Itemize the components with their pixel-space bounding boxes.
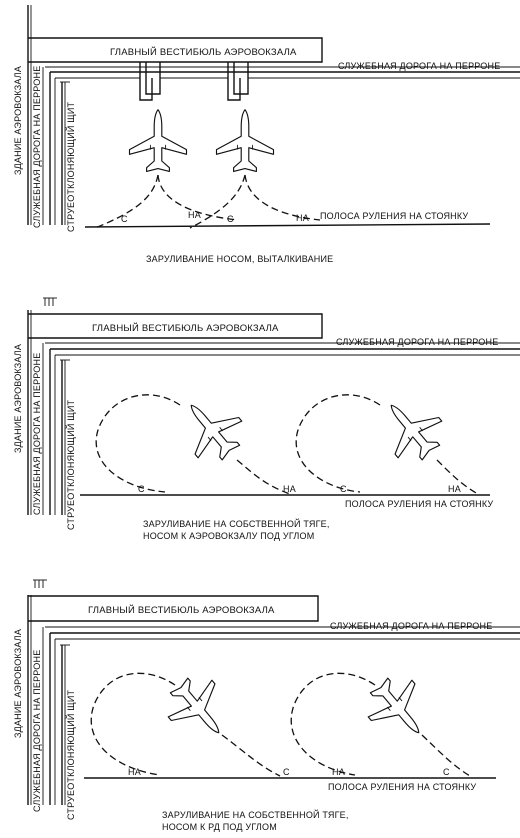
airplane (130, 110, 187, 172)
panel-caption: ЗАРУЛИВАНИЕ НОСОМ, ВЫТАЛКИВАНИЕ (146, 254, 334, 264)
airplane (169, 387, 252, 471)
path-label: НА (128, 767, 141, 777)
apron-road-label: СЛУЖЕБНАЯ ДОРОГА НА ПЕРРОНЕ (336, 337, 499, 347)
apron-road-label: СЛУЖЕБНАЯ ДОРОГА НА ПЕРРОНЕ (330, 621, 493, 631)
blast-fence-label: СТРУЕОТКЛОНЯЮЩИЙ ЩИТ (66, 689, 76, 820)
taxi-path (96, 395, 180, 492)
path-label: С (227, 214, 234, 224)
main-hall-label: ГЛАВНЫЙ ВЕСТИБЮЛЬ АЭРОВОКЗАЛА (92, 323, 279, 334)
panel-power-in-angled-nose-in (13, 298, 520, 541)
taxi-lane-label: ПОЛОСА РУЛЕНИЯ НА СТОЯНКУ (320, 211, 469, 221)
terminal-building-label: ЗДАНИЕ АЭРОВОКЗАЛА (13, 65, 23, 175)
path-label: НА (448, 484, 461, 494)
path-label: НА (332, 767, 345, 777)
taxi-path (91, 673, 175, 775)
panel-caption: ЗАРУЛИВАНИЕ НА СОБСТВЕННОЙ ТЯГЕ, (143, 519, 330, 529)
blast-fence-label: СТРУЕОТКЛОНЯЮЩИЙ ЩИТ (66, 101, 76, 232)
main-hall-label: ГЛАВНЫЙ ВЕСТИБЮЛЬ АЭРОВОКЗАЛА (88, 605, 275, 616)
path-label: С (340, 484, 347, 494)
taxi-lane-label: ПОЛОСА РУЛЕНИЯ НА СТОЯНКУ (328, 782, 477, 792)
airplane (369, 387, 452, 471)
airplane (357, 667, 440, 751)
path-label: С (283, 767, 290, 777)
panel-power-in-angled-nose-out (13, 580, 520, 832)
terminal-building-label: ЗДАНИЕ АЭРОВОКЗАЛА (13, 343, 23, 453)
airplane (157, 667, 240, 751)
airplane (217, 110, 274, 172)
blast-fence-label: СТРУЕОТКЛОНЯЮЩИЙ ЩИТ (66, 399, 76, 530)
apron-road-vertical-label: СЛУЖЕБНАЯ ДОРОГА НА ПЕРРОНЕ (32, 65, 42, 228)
panel-nose-in-pushback (13, 5, 520, 264)
apron-road-vertical-label: СЛУЖЕБНАЯ ДОРОГА НА ПЕРРОНЕ (32, 352, 42, 515)
panel-caption: ЗАРУЛИВАНИЕ НА СОБСТВЕННОЙ ТЯГЕ, (162, 810, 349, 820)
panel-caption: НОСОМ К РД ПОД УГЛОМ (162, 822, 277, 832)
taxi-lane-line (85, 224, 490, 227)
path-label: НА (283, 484, 296, 494)
panel-caption: НОСОМ К АЭРОВОКЗАЛУ ПОД УГЛОМ (143, 531, 315, 541)
path-label: НА (296, 213, 309, 223)
path-label: С (138, 484, 145, 494)
path-label: С (121, 214, 128, 224)
taxi-lane-label: ПОЛОСА РУЛЕНИЯ НА СТОЯНКУ (345, 499, 494, 509)
terminal-building-label: ЗДАНИЕ АЭРОВОКЗАЛА (13, 628, 23, 738)
main-hall-label: ГЛАВНЫЙ ВЕСТИБЮЛЬ АЭРОВОКЗАЛА (110, 47, 297, 58)
path-label: С (443, 767, 450, 777)
taxi-path (222, 735, 280, 776)
path-label: НА (188, 210, 201, 220)
apron-road-label: СЛУЖЕБНАЯ ДОРОГА НА ПЕРРОНЕ (338, 61, 501, 71)
apron-road-vertical-label: СЛУЖЕБНАЯ ДОРОГА НА ПЕРРОНЕ (32, 649, 42, 812)
